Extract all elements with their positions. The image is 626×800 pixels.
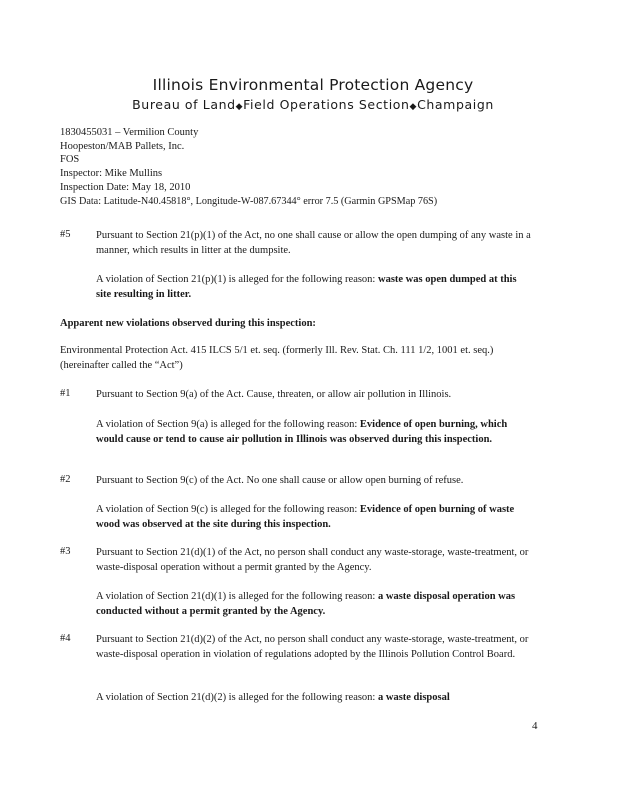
violation-3-number: #3 — [60, 546, 71, 557]
program: FOS — [60, 154, 80, 166]
site-name: Hoopeston/MAB Pallets, Inc. — [60, 140, 185, 152]
violation-4-text: Pursuant to Section 21(d)(2) of the Act, no person shall conduct any waste-storage, waste-treatment, or waste-disposal operation in violation of regulations adopted by the Illinois Pollution Control Board. — [96, 634, 529, 660]
item-5-violation-lead: A violation of Section 21(p)(1) is alleged for the following reason: — [96, 274, 378, 285]
gis-data: GIS Data: Latitude-N40.45818°, Longitude-W-087.67344° error 7.5 (Garmin GPSMap 76S) — [60, 195, 438, 207]
violation-3-allegation — [96, 590, 528, 620]
bureau-part-3: Champaign — [417, 97, 494, 112]
item-5-violation — [96, 273, 528, 303]
violation-2-allegation — [96, 503, 528, 533]
page-number: 4 — [532, 720, 538, 732]
violation-1-allegation-reason: Evidence of open burning, which would cause or tend to cause air pollution in Illinois was observed during this inspection. — [96, 419, 508, 445]
inspector: Inspector: Mike Mullins — [60, 168, 163, 180]
violation-1-allegation-lead: A violation of Section 9(a) is alleged for the following reason: — [96, 419, 360, 430]
violation-1-text: Pursuant to Section 9(a) of the Act. Cause, threaten, or allow air pollution in Illinois. — [96, 389, 452, 400]
diamond-separator-icon: ◆ — [235, 102, 244, 112]
act-citation: Environmental Protection Act. 415 ILCS 5/1 et. seq. (formerly Ill. Rev. Stat. Ch. 111 1/2, 1001 et. seq.) (hereinafter called the “Act”) — [60, 345, 494, 371]
violation-1-allegation — [96, 418, 528, 448]
violation-2-text: Pursuant to Section 9(c) of the Act. No one shall cause or allow open burning of refuse. — [96, 475, 464, 486]
bureau-subtitle — [0, 97, 626, 112]
violation-2-allegation-reason: Evidence of open burning of waste wood was observed at the site during this inspection. — [96, 504, 515, 530]
item-5-number: #5 — [60, 229, 71, 240]
inspection-date: Inspection Date: May 18, 2010 — [60, 181, 191, 193]
violation-1-number: #1 — [60, 388, 71, 399]
violation-2-number: #2 — [60, 474, 71, 485]
violation-3-allegation-reason: a waste disposal operation was conducted without a permit granted by the Agency. — [96, 591, 516, 617]
bureau-part-2: Field Operations Section — [243, 97, 410, 112]
item-5-text: Pursuant to Section 21(p)(1) of the Act, no one shall cause or allow the open dumping of any waste in a manner, which results in litter at the dumpsite. — [96, 230, 531, 256]
diamond-separator-icon: ◆ — [409, 102, 418, 112]
site-info-block — [60, 126, 560, 208]
violation-4-number: #4 — [60, 633, 71, 644]
item-5-violation-reason: waste was open dumped at this site resulting in litter. — [96, 274, 517, 300]
site-id: 1830455031 – Vermilion County — [60, 127, 199, 138]
violation-4-allegation — [96, 691, 532, 706]
agency-title: Illinois Environmental Protection Agency — [152, 76, 474, 94]
bureau-part-1: Bureau of Land — [132, 97, 236, 112]
violation-4-allegation-reason: a waste disposal — [377, 692, 450, 703]
violation-3-allegation-lead: A violation of Section 21(d)(1) is alleged for the following reason: — [96, 591, 378, 602]
violation-3-text: Pursuant to Section 21(d)(1) of the Act, no person shall conduct any waste-storage, waste-treatment, or waste-disposal operation without a permit granted by the Agency. — [96, 547, 529, 573]
violation-4-allegation-lead: A violation of Section 21(d)(2) is alleged for the following reason: — [96, 692, 378, 703]
new-violations-heading: Apparent new violations observed during this inspection: — [60, 318, 316, 329]
violation-2-allegation-lead: A violation of Section 9(c) is alleged for the following reason: — [96, 504, 360, 515]
